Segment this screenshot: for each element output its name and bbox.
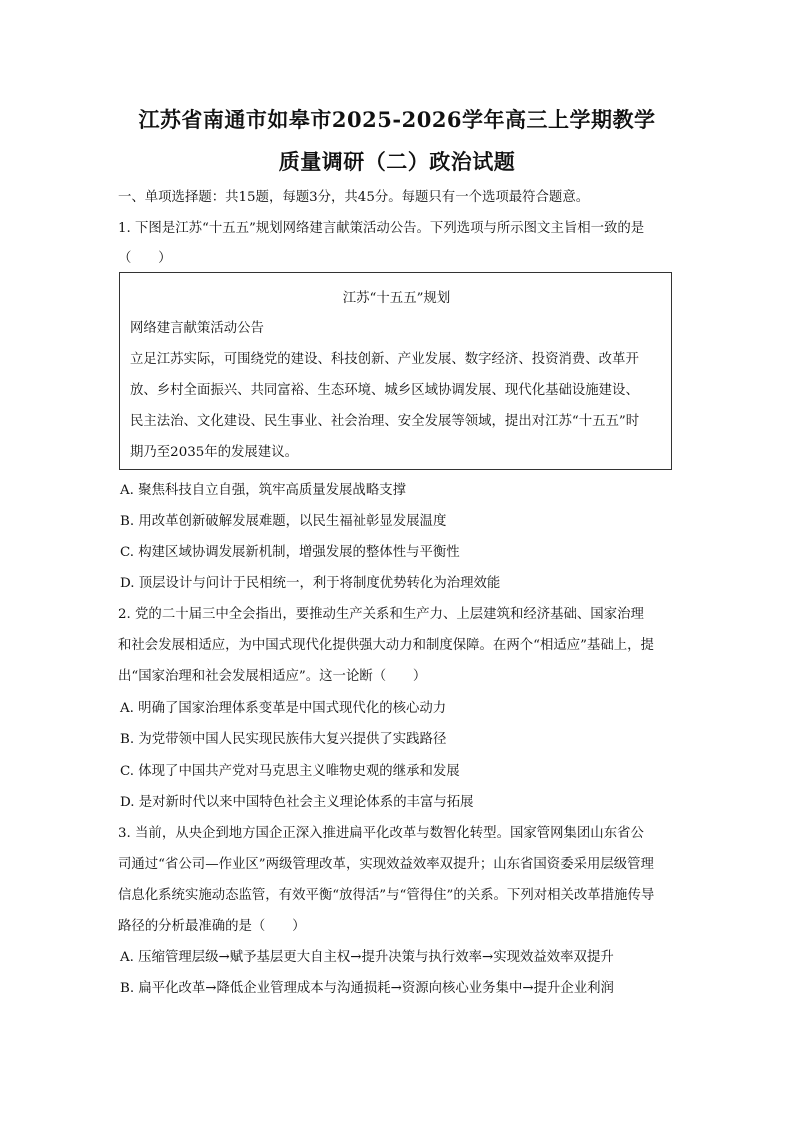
notice-line: 网络建言献策活动公告 xyxy=(130,321,264,336)
q1-stem-line1: 1. 下图是江苏“十五五”规划网络建言献策活动公告。下列选项与所示图文主旨相一致的是 xyxy=(118,221,645,236)
q2-stem-line3: 出“国家治理和社会发展相适应”。这一论断（ ） xyxy=(118,669,427,684)
q1-notice-box xyxy=(119,272,672,470)
q1-option-b: B. 用改革创新破解发展难题，以民生福祉彰显发展温度 xyxy=(120,514,447,529)
q2-option-b: B. 为党带领中国人民实现民族伟大复兴提供了实践路径 xyxy=(120,732,447,747)
doc-title-line1: 江苏省南通市如皋市2025-2026学年高三上学期教学 xyxy=(138,107,656,132)
q2-stem-line1: 2. 党的二十届三中全会指出，要推动生产关系和生产力、上层建筑和经济基础、国家治理 xyxy=(118,607,644,622)
q3-stem-line2: 司通过“省公司—作业区”两级管理改革，实现效益效率双提升；山东省国资委采用层级管理 xyxy=(118,857,654,872)
q3-stem-line4: 路径的分析最准确的是（ ） xyxy=(118,919,306,934)
q3-option-a: A. 压缩管理层级→赋予基层更大自主权→提升决策与执行效率→实现效益效率双提升 xyxy=(120,950,614,965)
notice-line: 放、乡村全面振兴、共同富裕、生态环境、城乡区域协调发展、现代化基础设施建设、 xyxy=(130,383,639,398)
q3-stem-line3: 信息化系统实施动态监管，有效平衡“放得活”与“管得住”的关系。下列对相关改革措施传导 xyxy=(118,888,655,903)
q2-option-c: C. 体现了中国共产党对马克思主义唯物史观的继承和发展 xyxy=(120,764,460,779)
q2-stem-line2: 和社会发展相适应，为中国式现代化提供强大动力和制度保障。在两个“相适应”基础上，提 xyxy=(118,638,654,653)
notice-title: 江苏“十五五”规划 xyxy=(342,291,451,306)
q1-option-c: C. 构建区域协调发展新机制，增强发展的整体性与平衡性 xyxy=(120,545,460,560)
q3-stem-line1: 3. 当前，从央企到地方国企正深入推进扁平化改革与数智化转型。国家管网集团山东省公 xyxy=(118,826,644,841)
notice-line: 期乃至2035年的发展建议。 xyxy=(130,445,298,460)
q3-option-b: B. 扁平化改革→降低企业管理成本与沟通损耗→资源向核心业务集中→提升企业利润 xyxy=(120,981,614,996)
notice-line: 民主法治、文化建设、民生事业、社会治理、安全发展等领域，提出对江苏“十五五”时 xyxy=(130,414,640,429)
q1-option-a: A. 聚焦科技自立自强，筑牢高质量发展战略支撑 xyxy=(120,483,406,498)
doc-title-line2: 质量调研（二）政治试题 xyxy=(278,149,516,174)
q1-stem-line2: （ ） xyxy=(118,251,172,266)
notice-line: 立足江苏实际，可围绕党的建设、科技创新、产业发展、数字经济、投资消费、改革开 xyxy=(130,352,639,367)
q2-option-d: D. 是对新时代以来中国特色社会主义理论体系的丰富与拓展 xyxy=(120,795,474,810)
section-header: 一、单项选择题：共15题，每题3分，共45分。每题只有一个选项最符合题意。 xyxy=(118,190,590,205)
q1-option-d: D. 顶层设计与问计于民相统一，利于将制度优势转化为治理效能 xyxy=(120,576,501,591)
q2-option-a: A. 明确了国家治理体系变革是中国式现代化的核心动力 xyxy=(120,701,447,716)
